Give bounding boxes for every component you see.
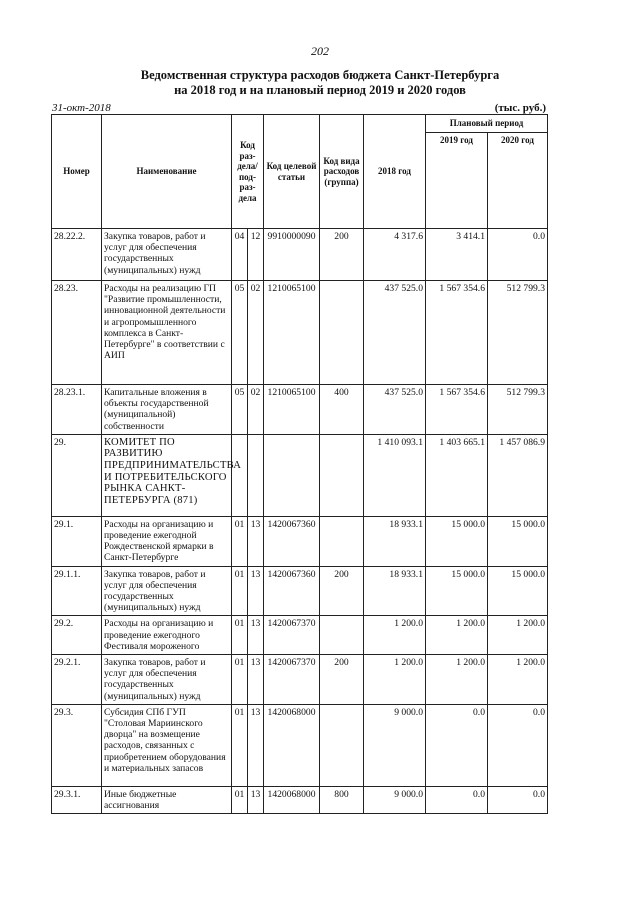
row-target-code: 1420067370 xyxy=(264,616,320,655)
row-number: 29.1. xyxy=(52,516,102,566)
units-label: (тыс. руб.) xyxy=(494,102,546,114)
table-row xyxy=(52,385,548,435)
row-podrazdel: 12 xyxy=(248,229,264,281)
row-number: 29. xyxy=(52,434,102,516)
row-name: Субсидия СПб ГУП "Столовая Мариинского дворца" на возмещение расходов, связанных с приобретением оборудования и материальных запасов xyxy=(102,704,232,786)
table-row xyxy=(52,229,548,281)
row-expense-type xyxy=(320,516,364,566)
row-expense-type xyxy=(320,434,364,516)
row-razdel: 01 xyxy=(232,704,248,786)
table-row xyxy=(52,281,548,385)
row-value-2020: 15 000.0 xyxy=(488,516,548,566)
row-value-2020: 1 200.0 xyxy=(488,616,548,655)
row-name: Закупка товаров, работ и услуг для обеспечения государственных (муниципальных) нужд xyxy=(102,655,232,705)
row-target-code: 1420068000 xyxy=(264,786,320,813)
row-value-2020: 512 799.3 xyxy=(488,385,548,435)
row-value-2020: 0.0 xyxy=(488,786,548,813)
page-number: 202 xyxy=(311,44,329,58)
table-row xyxy=(52,616,548,655)
row-expense-type xyxy=(320,281,364,385)
row-target-code: 1420067360 xyxy=(264,566,320,616)
row-value-2020: 512 799.3 xyxy=(488,281,548,385)
header-section-code: Код раз-дела/ под-раз-дела xyxy=(232,115,264,229)
row-razdel: 01 xyxy=(232,516,248,566)
row-value-2019: 15 000.0 xyxy=(426,566,488,616)
row-razdel: 05 xyxy=(232,385,248,435)
row-podrazdel: 13 xyxy=(248,786,264,813)
row-razdel: 05 xyxy=(232,281,248,385)
header-2019: 2019 год xyxy=(426,133,488,229)
row-number: 28.22.2. xyxy=(52,229,102,281)
row-value-2018: 1 200.0 xyxy=(364,655,426,705)
row-target-code: 1210065100 xyxy=(264,281,320,385)
row-razdel: 01 xyxy=(232,566,248,616)
row-name: Капитальные вложения в объекты государственной (муниципальной) собственности xyxy=(102,385,232,435)
budget-table xyxy=(51,114,548,814)
header-target-code: Код целевой статьи xyxy=(264,115,320,229)
row-number: 28.23.1. xyxy=(52,385,102,435)
row-value-2018: 1 410 093.1 xyxy=(364,434,426,516)
report-date: 31-окт-2018 xyxy=(52,102,111,114)
document-title xyxy=(60,68,580,98)
row-value-2020: 15 000.0 xyxy=(488,566,548,616)
row-razdel: 04 xyxy=(232,229,248,281)
header-expense-type-code: Код вида расходов (группа) xyxy=(320,115,364,229)
table-row xyxy=(52,786,548,813)
row-value-2018: 9 000.0 xyxy=(364,786,426,813)
row-name: Закупка товаров, работ и услуг для обеспечения государственных (муниципальных) нужд xyxy=(102,229,232,281)
row-target-code: 1210065100 xyxy=(264,385,320,435)
row-name: Расходы на организацию и проведение ежегодного Фестиваля мороженого xyxy=(102,616,232,655)
row-target-code xyxy=(264,434,320,516)
row-value-2020: 0.0 xyxy=(488,229,548,281)
row-podrazdel: 13 xyxy=(248,516,264,566)
row-value-2020: 0.0 xyxy=(488,704,548,786)
row-podrazdel xyxy=(248,434,264,516)
row-podrazdel: 13 xyxy=(248,566,264,616)
row-number: 29.3. xyxy=(52,704,102,786)
row-name: Закупка товаров, работ и услуг для обеспечения государственных (муниципальных) нужд xyxy=(102,566,232,616)
row-expense-type: 400 xyxy=(320,385,364,435)
row-podrazdel: 13 xyxy=(248,655,264,705)
table-body xyxy=(52,229,548,814)
row-name: Расходы на организацию и проведение ежегодной Рождественской ярмарки в Санкт-Петербурге xyxy=(102,516,232,566)
header-2018: 2018 год xyxy=(364,115,426,229)
row-expense-type: 200 xyxy=(320,655,364,705)
row-number: 29.2.1. xyxy=(52,655,102,705)
table-row xyxy=(52,516,548,566)
row-target-code: 9910000090 xyxy=(264,229,320,281)
row-number: 29.3.1. xyxy=(52,786,102,813)
row-target-code: 1420068000 xyxy=(264,704,320,786)
row-value-2019: 1 200.0 xyxy=(426,655,488,705)
row-value-2019: 3 414.1 xyxy=(426,229,488,281)
row-value-2019: 1 403 665.1 xyxy=(426,434,488,516)
row-number: 29.1.1. xyxy=(52,566,102,616)
row-number: 29.2. xyxy=(52,616,102,655)
row-expense-type xyxy=(320,704,364,786)
row-value-2018: 437 525.0 xyxy=(364,385,426,435)
row-value-2018: 18 933.1 xyxy=(364,566,426,616)
row-name: КОМИТЕТ ПО РАЗВИТИЮ ПРЕДПРИНИМАТЕЛЬСТВА И ПОТРЕБИТЕЛЬСКОГО РЫНКА САНКТ-ПЕТЕРБУРГА (871) xyxy=(102,434,232,516)
title-line-2: на 2018 год и на плановый период 2019 и 2020 годов xyxy=(174,83,466,97)
row-value-2018: 9 000.0 xyxy=(364,704,426,786)
row-value-2018: 1 200.0 xyxy=(364,616,426,655)
row-value-2020: 1 200.0 xyxy=(488,655,548,705)
row-target-code: 1420067360 xyxy=(264,516,320,566)
row-name: Иные бюджетные ассигнования xyxy=(102,786,232,813)
table-row xyxy=(52,704,548,786)
row-name: Расходы на реализацию ГП "Развитие промышленности, инновационной деятельности и агропромышленного комплекса в Санкт-Петербурге" в соответствии с АИП xyxy=(102,281,232,385)
row-podrazdel: 02 xyxy=(248,281,264,385)
row-podrazdel: 13 xyxy=(248,704,264,786)
row-expense-type: 200 xyxy=(320,229,364,281)
header-planned-period: Плановый период xyxy=(426,115,548,133)
row-value-2020: 1 457 086.9 xyxy=(488,434,548,516)
row-value-2019: 0.0 xyxy=(426,786,488,813)
row-value-2019: 1 567 354.6 xyxy=(426,281,488,385)
row-razdel: 01 xyxy=(232,786,248,813)
row-expense-type: 200 xyxy=(320,566,364,616)
row-podrazdel: 02 xyxy=(248,385,264,435)
row-number: 28.23. xyxy=(52,281,102,385)
header-name: Наименование xyxy=(102,115,232,229)
title-line-1: Ведомственная структура расходов бюджета Санкт-Петербурга xyxy=(140,68,500,82)
table-row xyxy=(52,655,548,705)
row-value-2019: 1 200.0 xyxy=(426,616,488,655)
row-podrazdel: 13 xyxy=(248,616,264,655)
header-2020: 2020 год xyxy=(488,133,548,229)
header-number: Номер xyxy=(52,115,102,229)
row-razdel: 01 xyxy=(232,655,248,705)
row-razdel: 01 xyxy=(232,616,248,655)
row-target-code: 1420067370 xyxy=(264,655,320,705)
row-value-2019: 1 567 354.6 xyxy=(426,385,488,435)
row-razdel xyxy=(232,434,248,516)
row-expense-type: 800 xyxy=(320,786,364,813)
row-value-2018: 437 525.0 xyxy=(364,281,426,385)
row-value-2018: 4 317.6 xyxy=(364,229,426,281)
table-row xyxy=(52,566,548,616)
row-value-2019: 0.0 xyxy=(426,704,488,786)
table-row xyxy=(52,434,548,516)
row-value-2019: 15 000.0 xyxy=(426,516,488,566)
row-value-2018: 18 933.1 xyxy=(364,516,426,566)
row-expense-type xyxy=(320,616,364,655)
